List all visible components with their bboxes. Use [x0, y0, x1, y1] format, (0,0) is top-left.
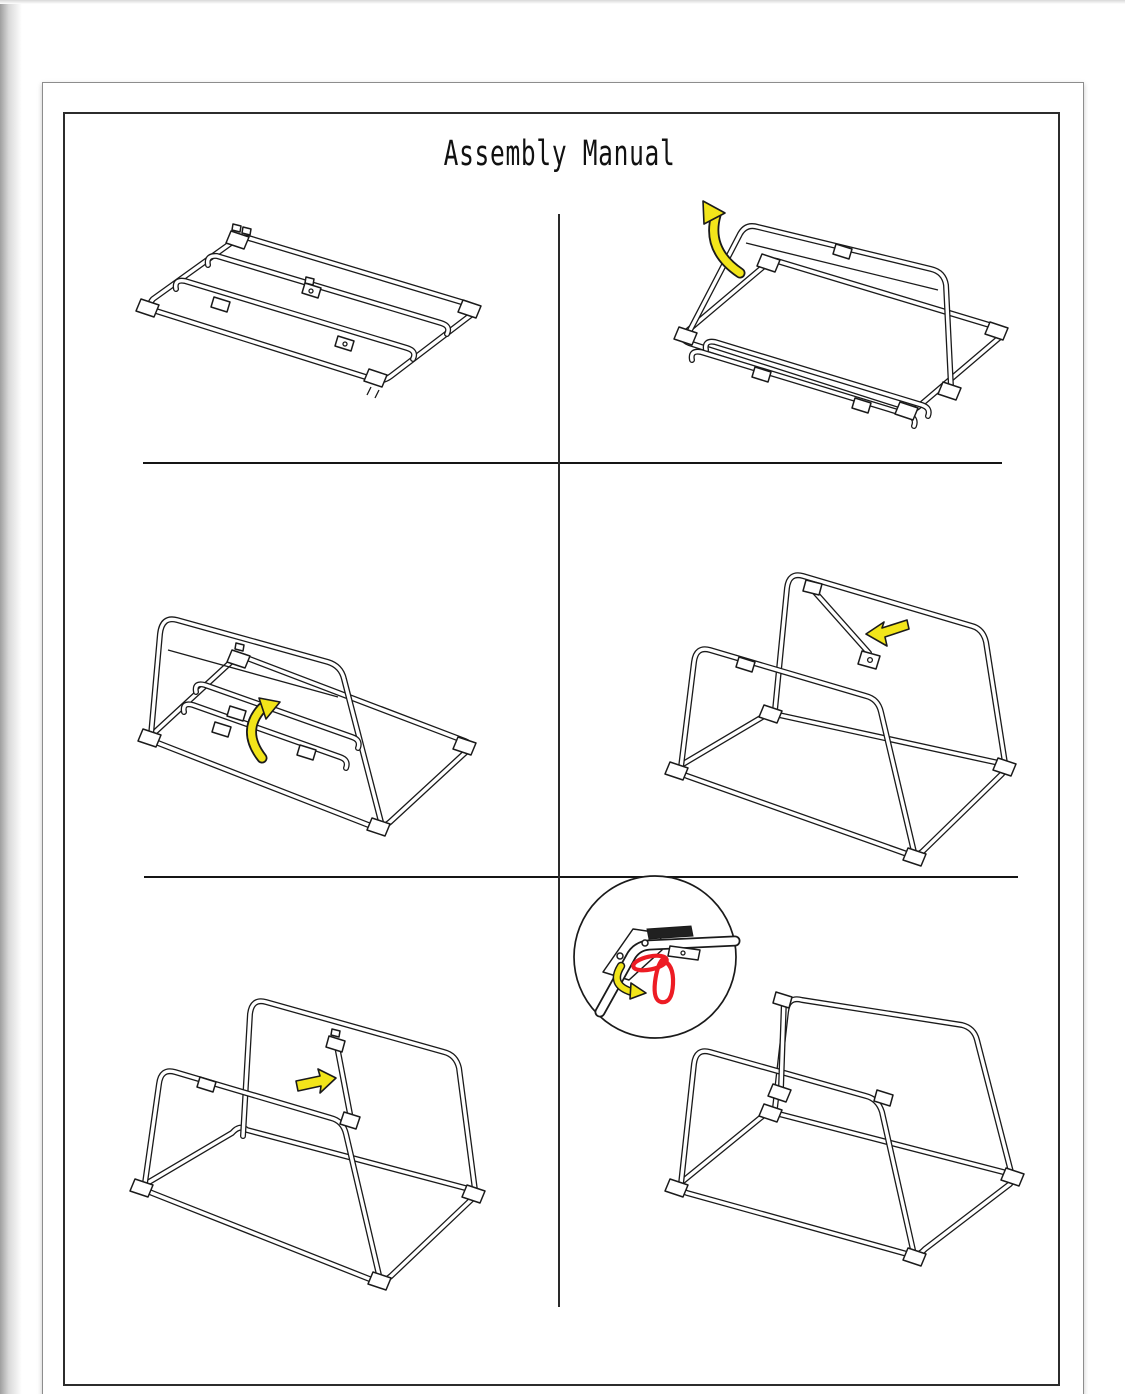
step-2-illustration — [640, 195, 1060, 440]
standing-side-frame — [151, 619, 381, 822]
page-title: Assembly Manual — [443, 134, 676, 174]
step-4-illustration — [650, 555, 1050, 875]
magnifier-detail-circle — [574, 876, 736, 1038]
rear-arch-frame — [775, 575, 1005, 763]
folded-side-frame — [184, 684, 359, 768]
front-arch-frame — [145, 1071, 379, 1275]
step-1-illustration — [110, 212, 530, 452]
panel-divider-vertical — [558, 214, 560, 1307]
step-6-illustration — [565, 870, 1065, 1300]
yellow-straight-arrow-left — [866, 620, 909, 646]
base-frame — [683, 261, 1002, 426]
yellow-straight-arrow-right — [296, 1069, 336, 1093]
corner-fittings — [136, 224, 481, 398]
panel-divider-horizontal-1 — [143, 462, 1002, 464]
page-top-edge-shadow — [0, 0, 1125, 4]
folded-frame-outline — [150, 238, 474, 381]
yellow-curved-arrow-up — [703, 201, 740, 273]
page-left-edge-shadow — [0, 0, 22, 1394]
front-arch-frame — [681, 649, 914, 852]
center-support-post — [768, 992, 792, 1102]
base-frame — [146, 1128, 473, 1282]
step-3-illustration — [120, 590, 540, 870]
base-frame — [681, 1111, 1012, 1255]
corner-fittings — [138, 643, 476, 836]
step-5-illustration — [120, 975, 520, 1305]
base-frame — [681, 712, 1004, 855]
